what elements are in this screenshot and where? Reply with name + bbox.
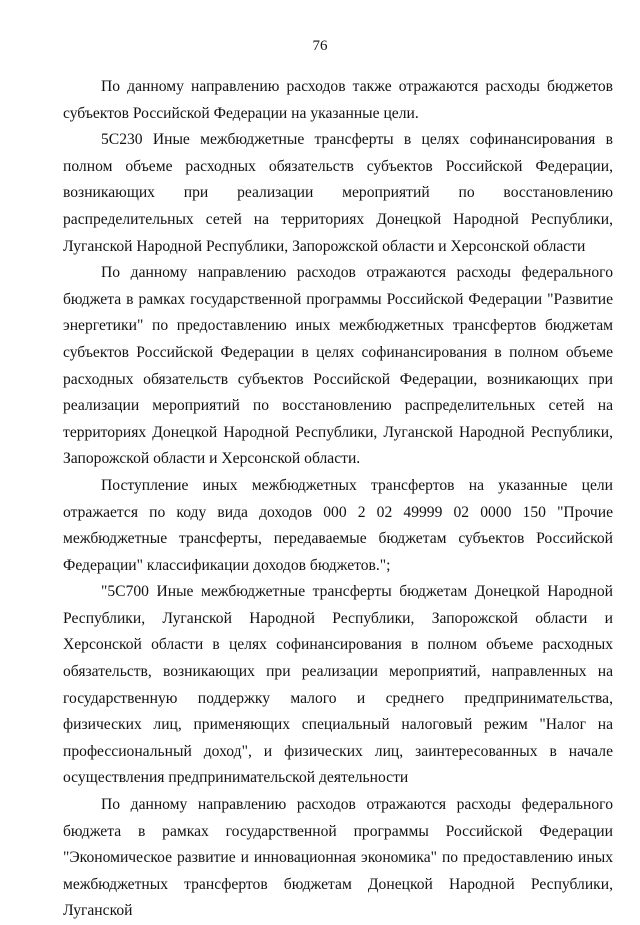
page-number: 76 — [312, 38, 328, 54]
paragraph-6: По данному направлению расходов отражаются расходы федерального бюджета в рамках государственной программы Российской Федерации "Экономическое развитие и инновационная экономика" по предоставлению иных межбюджетных трансфертов бюджетам Донецкой Народной Республики, Луганской — [63, 796, 613, 920]
paragraph-4: Поступление иных межбюджетных трансфертов на указанные цели отражается по коду вида доходов 000 2 02 49999 02 0000 150 "Прочие межбюджетные трансферты, передаваемые бюджетам субъектов Российской Федерации" классификации доходов бюджетов."; — [63, 476, 613, 574]
paragraph-3: По данному направлению расходов отражаются расходы федерального бюджета в рамках государственной программы Российской Федерации "Развитие энергетики" по предоставлению иных межбюджетных трансфертов бюджетам субъектов Российской Федерации в целях софинансирования в полном объеме расходных обязательств субъектов Российской Федерации, возникающих при реализации мероприятий по восстановлению распределительных сетей на территориях Донецкой Народной Республики, Луганской Народной Республики, Запорожской области и Херсонской области. — [63, 264, 613, 468]
paragraph-2: 5С230 Иные межбюджетные трансферты в целях софинансирования в полном объеме расходных обязательств субъектов Российской Федерации, возникающих при реализации мероприятий по восстановлению распределительных сетей на территориях Донецкой Народной Республики, Луганской Народной Республики, Запорожской области и Херсонской области — [63, 131, 613, 255]
paragraph-1: По данному направлению расходов также отражаются расходы бюджетов субъектов Российской Федерации на указанные цели. — [63, 78, 613, 122]
document-body — [63, 74, 613, 925]
paragraph-5: "5С700 Иные межбюджетные трансферты бюджетам Донецкой Народной Республики, Луганской Народной Республики, Запорожской области и Херсонской области в целях софинансирования в полном объеме расходных обязательств, возникающих при реализации мероприятий, направленных на государственную поддержку малого и среднего предпринимательства, физических лиц, применяющих специальный налоговый режим "Налог на профессиональный доход", и физических лиц, заинтересованных в начале осуществления предпринимательской деятельности — [63, 583, 613, 787]
